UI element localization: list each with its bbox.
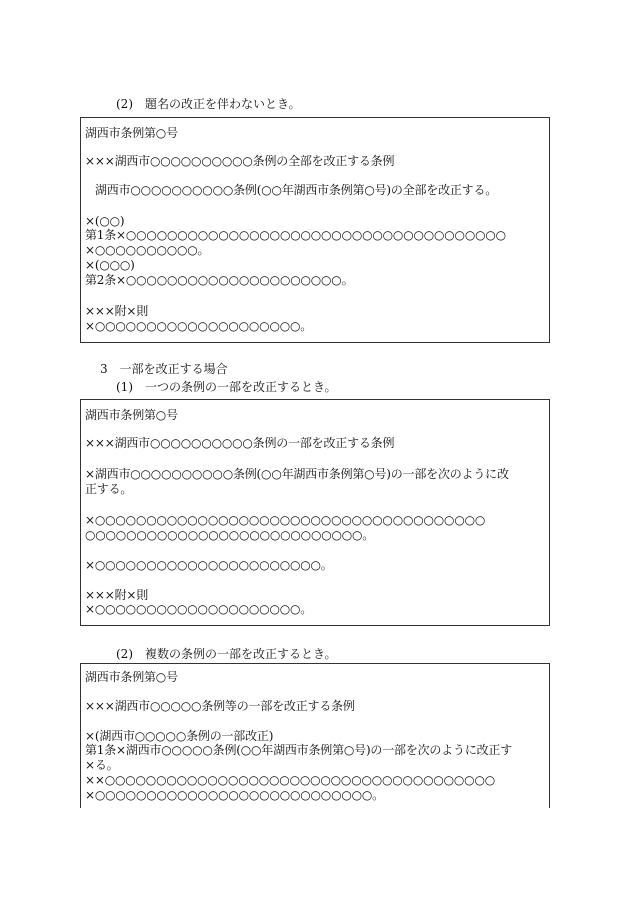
- amendment-text: ××○○○○○○○○○○○○○○○○○○○○○○○○○○○○○○○○○○○○○○: [85, 773, 495, 787]
- article-caption: ×(○○): [85, 214, 125, 228]
- section-3-heading: 3 一部を改正する場合: [100, 362, 228, 376]
- article-1: 第1条×湖西市○○○○○条例(○○年湖西市条例第○号)の一部を次のように改正す: [85, 743, 513, 757]
- example-box-single-partial: [80, 399, 550, 626]
- section-2-heading: (2) 題名の改正を伴わないとき。: [116, 97, 301, 111]
- example-box-full-revision: [80, 117, 550, 343]
- ordinance-number: 湖西市条例第○号: [85, 408, 178, 422]
- section-3-1-heading: (1) 一つの条例の一部を改正するとき。: [116, 380, 337, 394]
- revision-statement: ×湖西市○○○○○○○○○○条例(○○年湖西市条例第○号)の一部を次のように改: [85, 467, 509, 481]
- ordinance-title: ×××湖西市○○○○○○○○○○条例の全部を改正する条例: [85, 154, 395, 168]
- example-box-multiple-partial: [80, 663, 550, 808]
- supplementary-provisions: ×××附×則: [85, 588, 149, 602]
- article-caption: ×(○○○): [85, 258, 135, 272]
- article-caption: ×(湖西市○○○○○条例の一部改正): [85, 729, 274, 743]
- amendment-text: ×○○○○○○○○○○○○○○○○○○○○○○○○○○○○○○○○○○○○○○: [85, 513, 486, 527]
- supplementary-text: ×○○○○○○○○○○○○○○○○○○○○。: [85, 319, 313, 333]
- ordinance-number: 湖西市条例第○号: [85, 670, 178, 684]
- ordinance-title: ×××湖西市○○○○○条例等の一部を改正する条例: [85, 699, 355, 713]
- amendment-text-2: ×○○○○○○○○○○○○○○○○○○○○○○。: [85, 558, 333, 572]
- revision-statement-continued: 正する。: [85, 482, 133, 496]
- amendment-text-continued: ○○○○○○○○○○○○○○○○○○○○○○○○○○○。: [85, 528, 375, 542]
- ordinance-number: 湖西市条例第○号: [85, 126, 178, 140]
- amendment-text-continued: ×○○○○○○○○○○○○○○○○○○○○○○○○○○○。: [85, 788, 384, 802]
- section-3-2-heading: (2) 複数の条例の一部を改正するとき。: [116, 647, 337, 661]
- supplementary-text: ×○○○○○○○○○○○○○○○○○○○○。: [85, 602, 313, 616]
- ordinance-title: ×××湖西市○○○○○○○○○○条例の一部を改正する条例: [85, 436, 395, 450]
- revision-statement: 湖西市○○○○○○○○○○条例(○○年湖西市条例第○号)の全部を改正する。: [95, 183, 498, 197]
- article-1-continued: ×○○○○○○○○○○。: [85, 243, 210, 257]
- article-1: 第1条×○○○○○○○○○○○○○○○○○○○○○○○○○○○○○○○○○○○○○: [85, 228, 506, 242]
- supplementary-provisions: ×××附×則: [85, 304, 149, 318]
- article-2: 第2条×○○○○○○○○○○○○○○○○○○○○○。: [85, 273, 354, 287]
- article-1-continued: ×る。: [85, 758, 119, 772]
